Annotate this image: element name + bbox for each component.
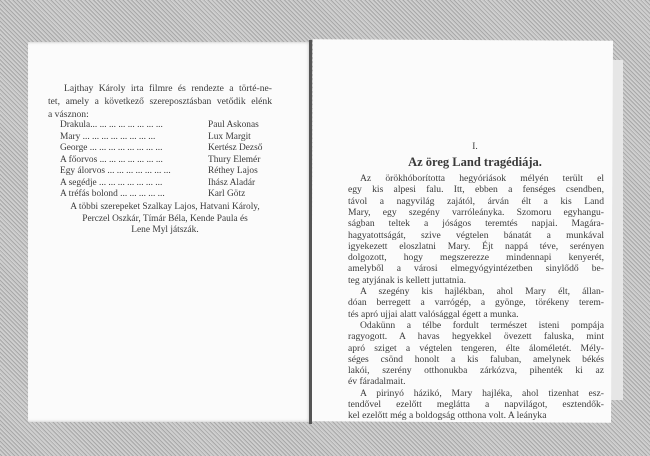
cast-row — [60, 178, 270, 188]
closing-line: A többi szerepeket Szalkay Lajos, Hatvani Károly, — [70, 202, 260, 212]
body-line: apró sziget a végtelen tengeren, élte áloméletét. Mély- — [348, 342, 604, 354]
cast-actor: Ihász Aladár — [208, 177, 256, 188]
body-line: lakói, szerény otthonukba zárkózva, pihenték ki az — [348, 365, 604, 377]
cast-row — [60, 120, 270, 130]
body-line: séges csönd honolt a kis faluban, amelynek békés — [348, 353, 604, 365]
body-line: A pirinyó házikó, Mary hajléka, ahol tizenhat esz- — [360, 387, 604, 399]
cast-row — [60, 166, 270, 176]
body-line: amelyből a városi elmegyógyintézetben sinylődő be- — [348, 263, 604, 275]
closing-line: Lene Myl játszák. — [131, 225, 199, 235]
cast-role: Drakula... ... ... ... ... ... ... ... — [60, 120, 163, 130]
cast-row — [60, 155, 270, 165]
body-line: Mary, egy szegény varróleányka. Szomoru egyhangu- — [348, 206, 604, 218]
cast-role: Mary ... ... ... ... ... ... ... ... — [60, 131, 156, 142]
cast-role: A tréfás bolond ... ... ... ... ... — [60, 189, 165, 199]
cast-role: Egy álorvos ... ... ... ... ... ... ... — [60, 166, 171, 176]
body-line: egy kis alpesi falu. Itt, ebben a fenséges csendben, — [348, 184, 604, 196]
cast-row — [60, 143, 270, 153]
body-line: kel ezelőtt még a boldogság otthona volt. A leányka — [348, 410, 547, 422]
chapter-title: Az öreg Land tragédiája. — [408, 155, 542, 169]
body-line: dóan berregett a varrógép, a gyönge, törékeny terem- — [348, 297, 604, 309]
closing-line: Perczel Oszkár, Tímár Béla, Kende Paula és — [82, 213, 248, 224]
body-line: dolgozott, hogy megszerezze mindennapi kenyerét, — [348, 252, 604, 264]
cast-actor: Kertész Dezső — [208, 143, 263, 153]
book-spine — [309, 40, 312, 424]
intro-line: a vásznon: — [48, 109, 89, 120]
body-line: teg atyjának is kellett juttatnia. — [348, 274, 467, 286]
cast-actor: Paul Askonas — [208, 120, 259, 130]
intro-line: tet, amely a következő szereposztásban vetődik elénk — [48, 96, 272, 107]
body-line: tés apró ujjai alatt valósággal égett a munka. — [348, 308, 519, 320]
body-line: A szegény kis hajlékban, ahol Mary élt, állan- — [360, 286, 604, 297]
chapter-number: I. — [472, 142, 478, 152]
cast-actor: Karl Götz — [208, 189, 246, 199]
cast-actor: Réthey Lajos — [208, 166, 258, 176]
body-line: ságban teltek a jóságos teremtés napjai. Magára- — [348, 218, 604, 230]
body-line: igyekezett eloszlatni Mary. Éjt nappá téve, serényen — [348, 240, 604, 252]
body-line: tendővel ezelőtt meglátta a napvilágot, esztendők- — [348, 399, 604, 410]
body-line: Az örökhóborította hegyóriások mélyén terült el — [360, 173, 604, 184]
cast-actor: Lux Margit — [208, 131, 251, 142]
cast-role: George ... ... ... ... ... ... ... ... — [60, 143, 163, 153]
cast-role: A segédje ... ... ... ... ... ... ... — [60, 177, 163, 188]
body-line: távol a nagyvilág zajától, árván élt a kis Land — [348, 195, 604, 207]
cast-actor: Thury Elemér — [208, 154, 261, 165]
cast-role: A főorvos ... ... ... ... ... ... ... — [60, 154, 163, 165]
body-line: hagyatottságát, szive végtelen bánatát a munkával — [348, 229, 604, 241]
cast-row — [60, 189, 270, 199]
body-line: év fáradalmait. — [348, 376, 406, 388]
body-line: Odakünn a télbe fordult természet isteni pompája — [360, 319, 604, 331]
cast-row — [60, 132, 270, 142]
body-line: ragyogott. A havas hegyekkel övezett faluska, mint — [348, 331, 604, 343]
intro-line: Lajthay Károly irta filmre és rendezte a törté-ne- — [64, 83, 272, 94]
